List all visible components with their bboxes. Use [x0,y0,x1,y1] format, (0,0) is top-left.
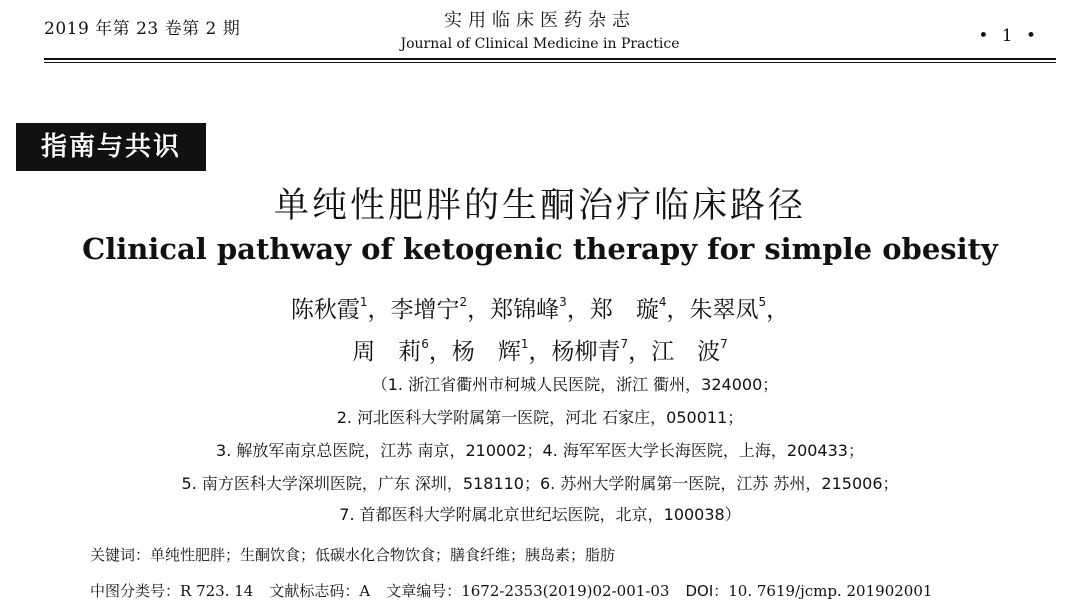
author [552,339,652,365]
author [651,339,728,365]
author-affiliation-mark: 3 [559,295,567,309]
author-separator: ， [666,297,690,323]
affiliation-line: 7. 首都医科大学附属北京世纪坛医院，北京，100038） [339,505,741,524]
author-name: 杨 辉 [451,339,521,365]
author [689,297,789,323]
author-affiliation-mark: 7 [720,337,728,351]
author-affiliation-mark: 5 [758,295,767,309]
author-affiliation-mark: 2 [459,295,468,309]
author-separator: ， [367,297,391,323]
author [352,339,452,365]
affiliation-line: 5. 南方医科大学深圳医院，广东 深圳，518110；6. 苏州大学附属第一医院，江苏 苏州，215006； [181,474,899,493]
page-number: • 1 • [978,26,1040,46]
author-affiliation-mark: 7 [620,337,629,351]
author-name: 李增宁 [390,297,460,323]
author [391,297,491,323]
article-title-cn: 单纯性肥胖的生酮治疗临床路径 [273,186,806,226]
doc-code-value: A [359,582,371,600]
header-rule-thin [44,62,1056,63]
author [291,297,391,323]
author-name: 江 波 [651,339,721,365]
classification-line [90,580,932,601]
author-separator: ， [428,339,452,365]
affiliation-line: （1. 浙江省衢州市柯城人民医院，浙江 衢州，324000； [371,375,779,394]
author [590,297,690,323]
author [452,339,552,365]
journal-header [0,6,1080,52]
author-affiliation-mark: 1 [520,337,529,351]
header-rule-thick [44,58,1056,60]
issue-info: 2019 年第 23 卷第 2 期 [44,19,241,39]
keywords-value: 单纯性肥胖；生酮饮食；低碳水化合物饮食；膳食纤维；胰岛素；脂肪 [150,546,616,564]
section-tag: 指南与共识 [16,123,206,171]
author-line-1 [0,291,1080,324]
doc-code-label: 文献标志码： [269,582,360,600]
author-name: 杨柳青 [551,339,621,365]
author-affiliation-mark: 4 [658,295,667,309]
keywords-label: 关键词： [90,546,151,564]
doi-value: 10. 7619/jcmp. 201902001 [728,582,933,600]
journal-name-cn: 实用临床医药杂志 [444,10,636,31]
author-separator: ， [467,297,491,323]
author-separator: ， [766,297,790,323]
keywords [90,544,615,565]
article-number-value: 1672-2353(2019)02-001-03 [461,582,670,600]
author-line-2 [0,333,1080,366]
author-name: 周 莉 [352,339,422,365]
author-name: 朱翠凤 [689,297,759,323]
article-number-label: 文章编号： [386,582,462,600]
author-separator: ， [566,297,590,323]
author-affiliation-mark: 6 [421,337,429,351]
author [490,297,590,323]
clc-label: 中图分类号： [90,582,181,600]
journal-name-en: Journal of Clinical Medicine in Practice [400,36,680,52]
author-name: 郑 璇 [589,297,659,323]
affiliation-line: 2. 河北医科大学附属第一医院，河北 石家庄，050011； [336,408,744,427]
clc-value: R 723. 14 [180,582,254,600]
affiliation-line: 3. 解放军南京总医院，江苏 南京，210002；4. 海军军医大学长海医院，上海，200433； [216,441,864,460]
author-name: 郑锦峰 [490,297,560,323]
author-separator: ， [528,339,552,365]
author-affiliation-mark: 1 [359,295,368,309]
author-separator: ， [628,339,652,365]
doi-label: DOI： [685,582,729,600]
author-name: 陈秋霞 [290,297,360,323]
article-title-en: Clinical pathway of ketogenic therapy for simple obesity [82,232,998,266]
